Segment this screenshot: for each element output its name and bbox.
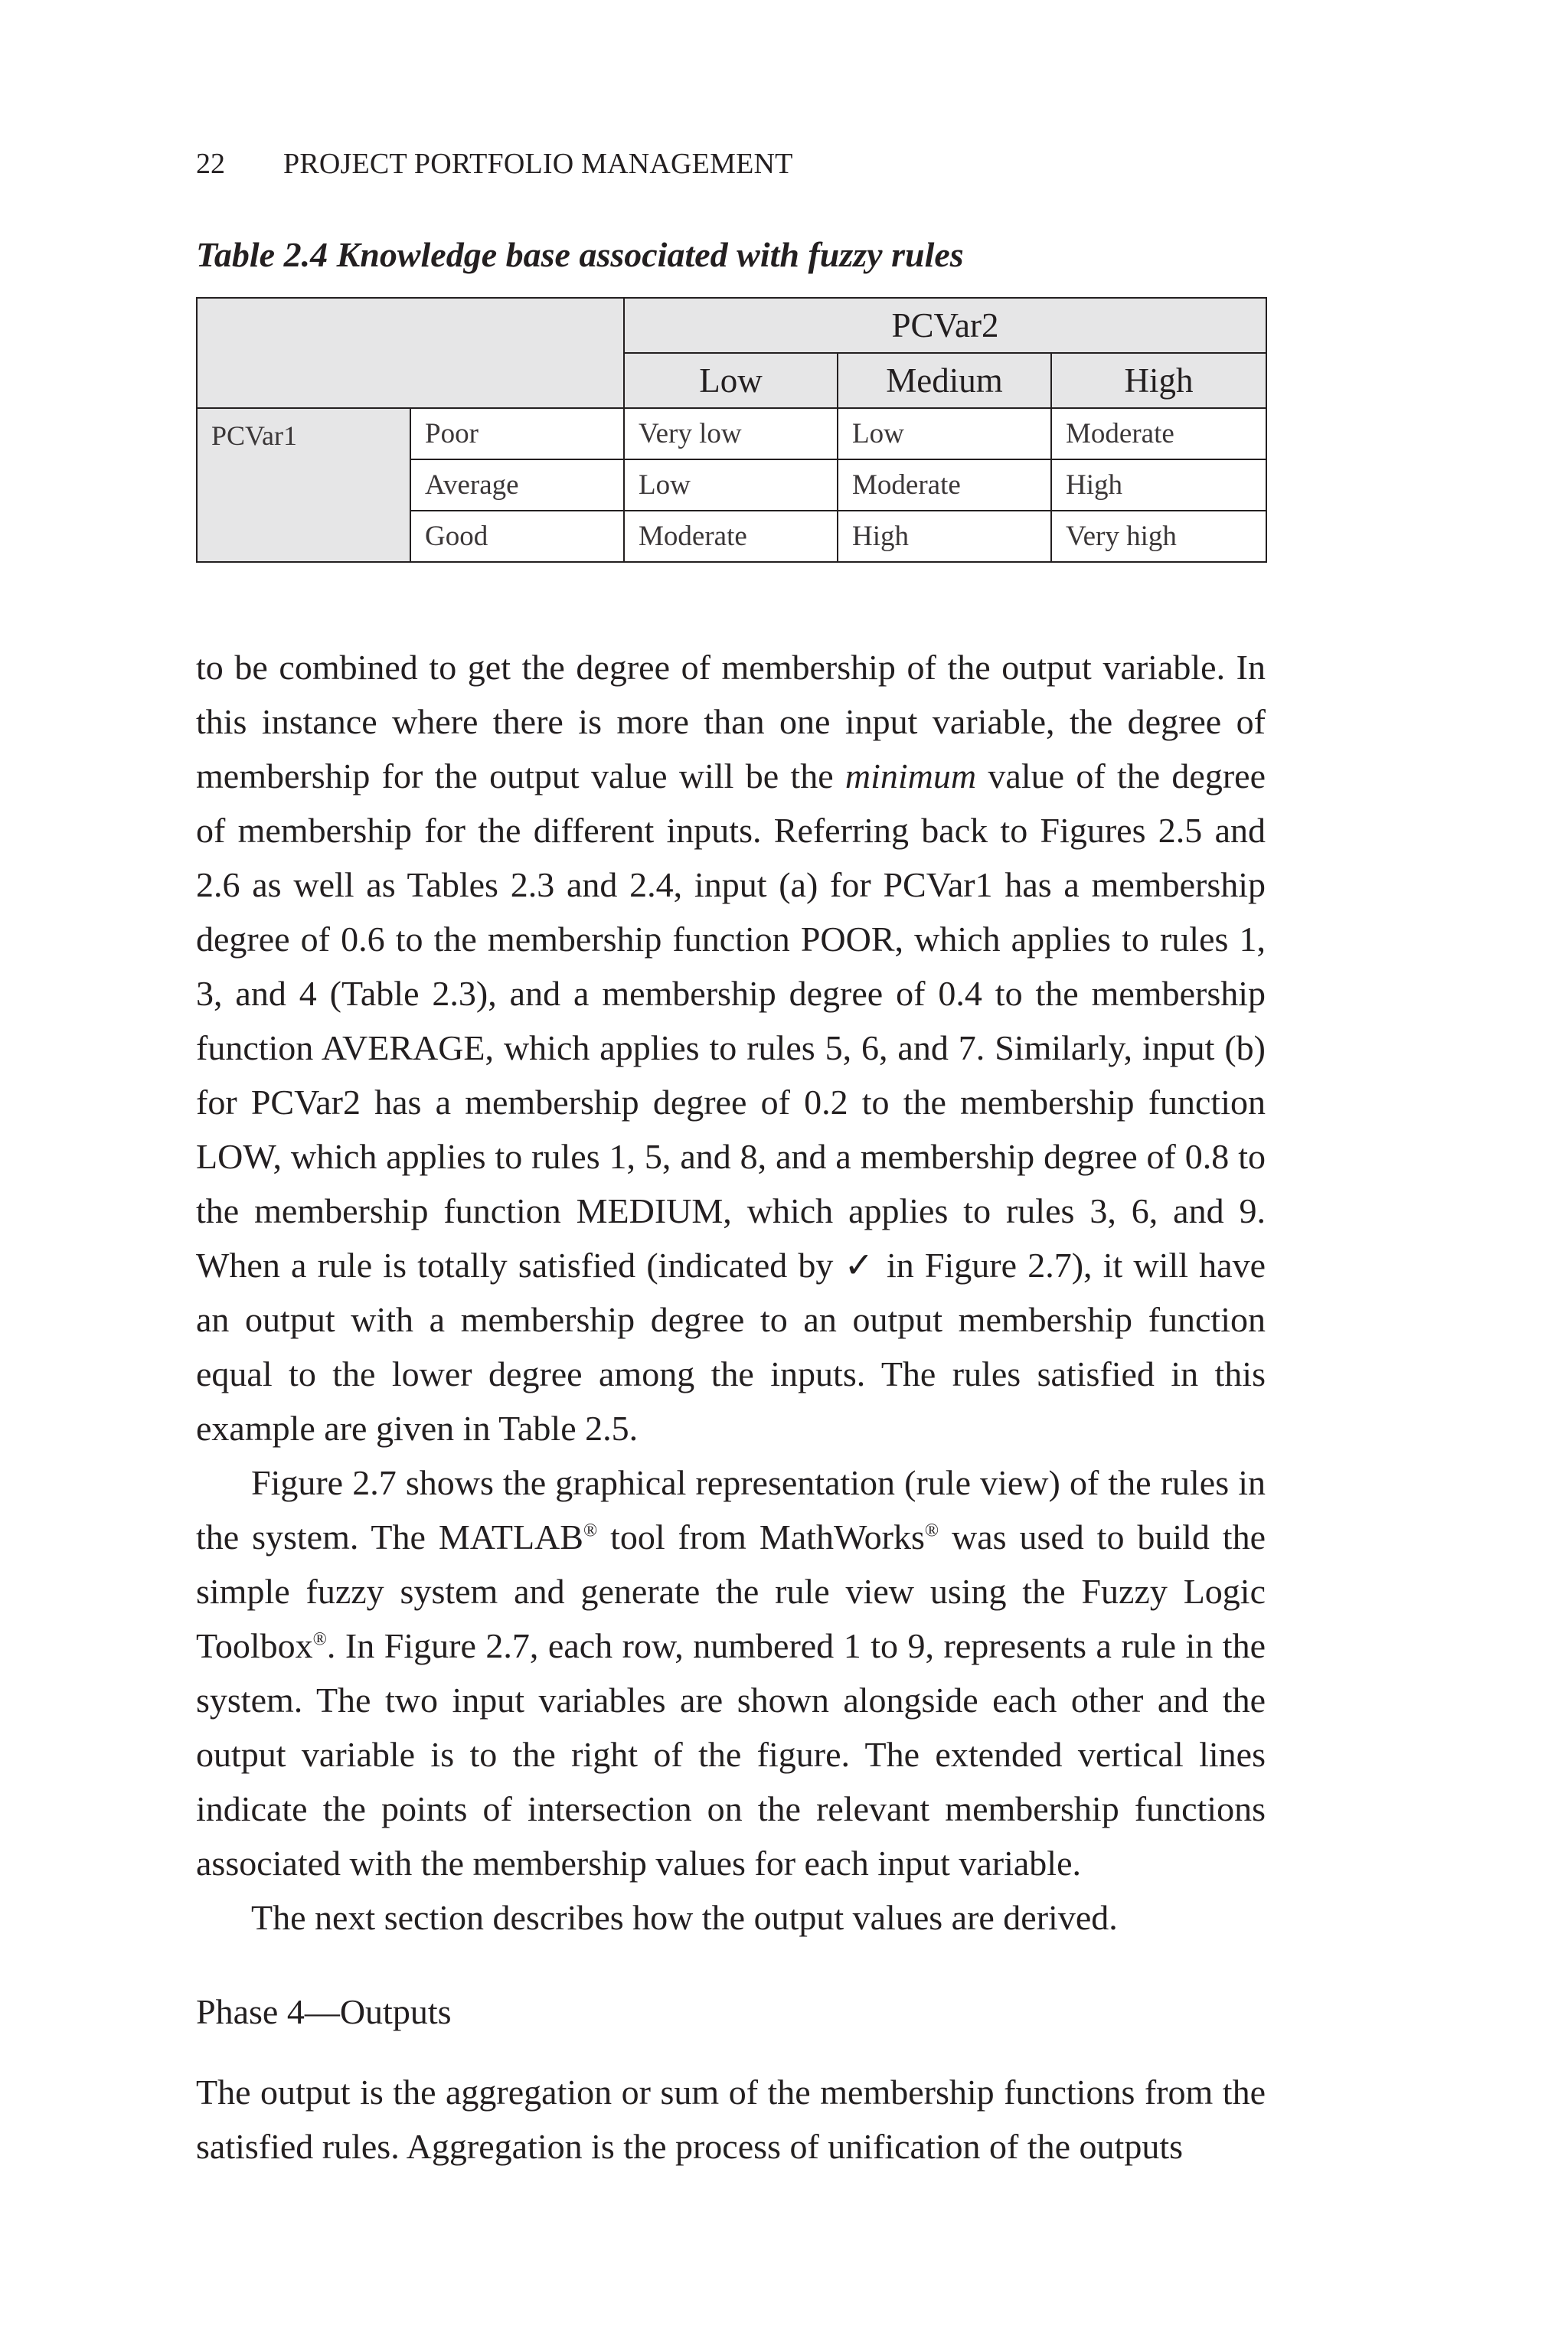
table-caption: Table 2.4 Knowledge base associated with fuzzy rules <box>196 235 964 274</box>
knowledge-base-table <box>196 297 1267 563</box>
paragraph: The next section describes how the output values are derived. <box>251 1898 1118 1937</box>
table-cell: High <box>838 511 1051 562</box>
registered-mark: ® <box>312 1629 327 1650</box>
table-cell: Low <box>624 459 838 511</box>
table-header-row <box>197 298 1266 353</box>
table-cell: Moderate <box>624 511 838 562</box>
registered-mark: ® <box>924 1521 939 1541</box>
table-cell: Moderate <box>838 459 1051 511</box>
column-header: Low <box>624 353 838 408</box>
registered-mark: ® <box>583 1521 598 1541</box>
emphasis: minimum <box>844 756 977 795</box>
table-cell: Low <box>838 408 1051 459</box>
page-number: 22 <box>196 148 225 180</box>
column-header: Medium <box>838 353 1051 408</box>
table-corner-cell <box>197 298 624 408</box>
table-cell: Very low <box>624 408 838 459</box>
row-label: Good <box>410 511 624 562</box>
body-text <box>196 640 1266 2174</box>
table-cell: Very high <box>1051 511 1266 562</box>
column-group-header: PCVar2 <box>624 298 1266 353</box>
paragraph: to be combined to get the degree of membership of the output variable. In this instance where there is more than one input variable, the degree of membership for the output value will be the minimum value of the degree of membership for the different inputs. Referring back to Figures 2.5 and 2.6 as well as Tables 2.3 and 2.4, input (a) for PCVar1 has a membership degree of 0.6 to the membership function POOR, which applies to rules 1, 3, and 4 (Table 2.3), and a membership degree of 0.4 to the membership function AVERAGE, which applies to rules 5, 6, and 7. Similarly, input (b) for PCVar2 has a membership degree of 0.2 to the membership function LOW, which applies to rules 1, 5, and 8, and a membership degree of 0.8 to the membership function MEDIUM, which applies to rules 3, 6, and 9. When a rule is totally satisfied (indicated by ✓ in Figure 2.7), it will have an output with a membership degree to an output membership function equal to the lower degree among the inputs. The rules satisfied in this example are given in Table 2.5. <box>196 648 1266 1448</box>
row-label: Poor <box>410 408 624 459</box>
section-heading: Phase 4—Outputs <box>196 1992 452 2031</box>
row-group-header: PCVar1 <box>197 408 410 562</box>
paragraph: Figure 2.7 shows the graphical representation (rule view) of the rules in the system. The MATLAB® tool from MathWorks® was used to build the simple fuzzy system and generate the rule view using the Fuzzy Logic Toolbox®. In Figure 2.7, each row, numbered 1 to 9, represents a rule in the system. The two input variables are shown alongside each other and the output variable is to the right of the figure. The extended vertical lines indicate the points of intersection on the relevant membership functions associated with the membership values for each input variable. <box>196 1463 1266 1883</box>
table-cell: Moderate <box>1051 408 1266 459</box>
running-head <box>196 147 793 181</box>
running-title: PROJECT PORTFOLIO MANAGEMENT <box>283 148 793 180</box>
table-cell: High <box>1051 459 1266 511</box>
paragraph: The output is the aggregation or sum of the membership functions from the satisfied rules. Aggregation is the process of unification of the outputs <box>196 2073 1266 2166</box>
column-header: High <box>1051 353 1266 408</box>
table-row <box>197 408 1266 459</box>
row-label: Average <box>410 459 624 511</box>
